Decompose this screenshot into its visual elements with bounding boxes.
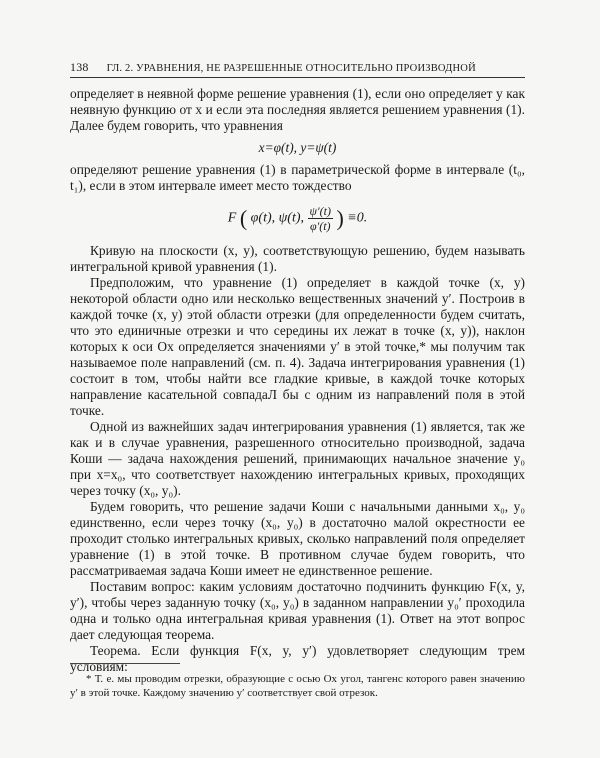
right-paren: ) <box>336 205 344 231</box>
paragraph-6: Будем говорить, что решение задачи Коши с начальными данными x₀, y₀ единственно, если через точку (x₀, y₀) в достаточно малой окрестности ее проходит столько интегральных кривых, сколько направлений поля определяет уравнение (1) в этой точке. В противном случае будем говорить, что рассматриваемая задача Коши имеет не единственное решение. <box>70 499 525 578</box>
running-title: ГЛ. 2. УРАВНЕНИЯ, НЕ РАЗРЕШЕННЫЕ ОТНОСИТЕЛЬНО ПРОИЗВОДНОЙ <box>106 63 476 74</box>
fraction-numerator: ψ′(t) <box>309 204 331 218</box>
page-number: 138 <box>70 60 89 74</box>
derivative-fraction <box>308 204 333 233</box>
paragraph-theorem: Теорема. Если функция F(x, y, y′) удовлетворяет следующим трем условиям: <box>70 643 525 674</box>
paragraph-2: определяют решение уравнения (1) в параметрической форме в интервале (t₀, t₁), если в этом интервале имеет место тождество <box>70 162 525 193</box>
paragraph-1: определяет в неявной форме решение уравнения (1), если оно определяет y как неявную функцию от x и если эта последняя является решением уравнения (1). Далее будем говорить, что уравнения <box>70 86 525 133</box>
paragraph-7: Поставим вопрос: каким условиям достаточно подчинить функцию F(x, y, y′), чтобы через заданную точку (x₀, y₀) в заданном направлении y₀′ проходила одна и только одна интегральная кривая уравнения (1). Ответ на этот вопрос дает следующая теорема. <box>70 579 525 642</box>
formula-parametric: x=φ(t), y=ψ(t) <box>258 140 337 155</box>
main-text <box>70 86 525 675</box>
running-header <box>70 60 525 75</box>
header-rule <box>70 77 525 78</box>
formula-rhs: ≡0. <box>347 210 368 226</box>
footnote-rule <box>70 663 180 664</box>
left-paren: ( <box>239 205 248 231</box>
formula-F: F <box>227 210 237 226</box>
paragraph-4: Предположим, что уравнение (1) определяет в каждой точке (x, y) некоторой области одно или несколько вещественных значений y′. Построив в каждой точке (x, y) этой области отрезки (для определенности будем считать, что это единичные отрезки и что середины их лежат в точке (x, y)), наклон которых к оси Ox определяется значениями y′ в этой точке,* мы получим так называемое поле направлений (см. п. 4). Задача интегрирования уравнения (1) состоит в том, чтобы найти все гладкие кривые, в каждой точке которых направление касательной совпадаЛ бы с одним из направлений поля в этой точке. <box>70 275 525 418</box>
formula-identity <box>70 204 525 233</box>
paragraph-3: Кривую на плоскости (x, y), соответствующую решению, будем называть интегральной кривой уравнения (1). <box>70 243 525 274</box>
fraction-denominator: φ′(t) <box>309 219 331 233</box>
paragraph-5: Одной из важнейших задач интегрирования уравнения (1) является, так же как и в случае уравнения, разрешенного относительно производной, задача Коши — задача нахождения решений, принимающих начальное значение y₀ при x=x₀, что соответствует нахождению интегральных кривых, проходящих через точку (x₀, y₀). <box>70 419 525 498</box>
footnote: * Т. е. мы проводим отрезки, образующие с осью Ox угол, тангенс которого равен значению y′ в этой точке. Каждому значению y′ соответствует свой отрезок. <box>70 673 525 699</box>
formula-args: φ(t), ψ(t), <box>250 210 305 226</box>
